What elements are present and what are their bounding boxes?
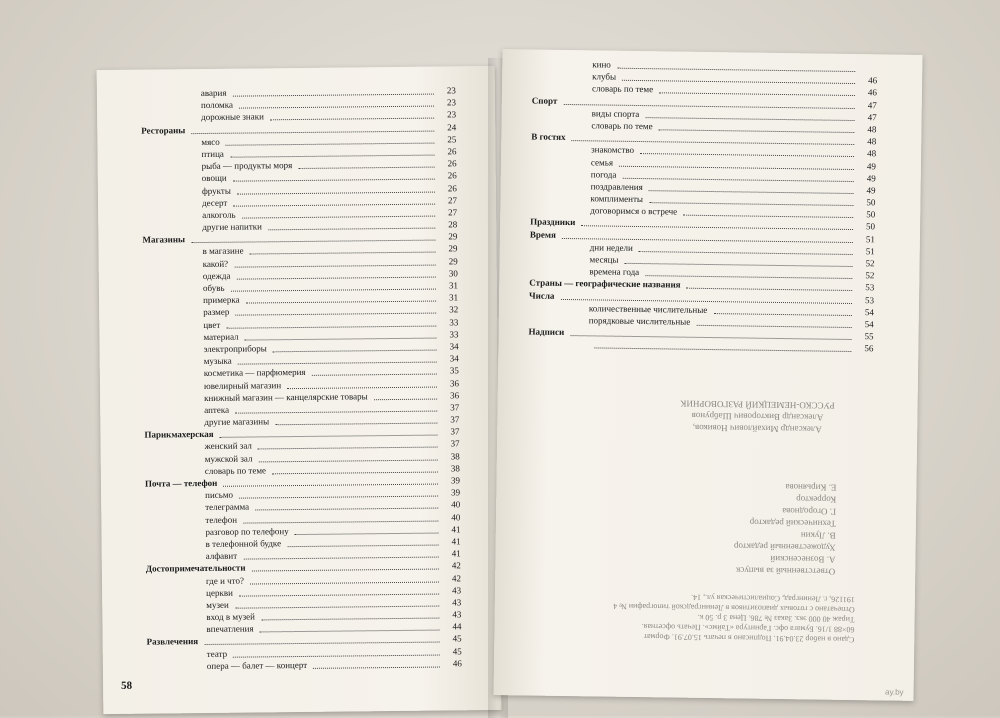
toc-page-number: 47 [857, 99, 877, 111]
toc-subsection-title: церкви [206, 586, 233, 598]
toc-subsection-title: косметика — парфюмерия [204, 366, 306, 379]
left-page [97, 66, 502, 714]
toc-subsection-title: десерт [202, 196, 227, 208]
toc-page-number: 50 [855, 220, 875, 232]
right-page [494, 49, 923, 701]
toc-leader-dots [275, 422, 437, 426]
toc-page-number: 36 [439, 389, 459, 401]
toc-page-number: 51 [855, 233, 875, 245]
toc-subsection-title: мясо [201, 136, 219, 148]
toc-page-number: 31 [438, 279, 458, 291]
toc-leader-dots [272, 470, 438, 474]
toc-subsection-title: книжный магазин — канцелярские товары [204, 390, 368, 404]
toc-subsection-title: музеи [206, 599, 229, 611]
imprint-line: А. Вознесенский [665, 551, 835, 565]
toc-page-number: 38 [440, 450, 460, 462]
toc-subsection-title: театр [207, 647, 227, 659]
toc-subsection-title: в магазине [202, 245, 243, 258]
toc-page-number: 51 [855, 245, 875, 257]
toc-page-number: 54 [854, 306, 874, 318]
toc-page-number: 33 [438, 328, 458, 340]
toc-leader-dots [235, 409, 437, 413]
toc-subsection-title: материал [203, 330, 238, 343]
toc-leader-dots [235, 312, 436, 316]
toc-page-number: 53 [854, 294, 874, 306]
toc-section-title: Страны — географические названия [529, 277, 680, 291]
toc-subsection-title: фрукты [202, 184, 231, 197]
toc-subsection-title: клубы [592, 71, 616, 84]
toc-section-title: В гостях [531, 131, 565, 144]
toc-subsection-title: поломка [201, 99, 233, 112]
imprint-line: Сдано в набор 23.04.91. Подписано в печать 15.07.91. Формат [534, 630, 854, 644]
toc-page-number: 39 [440, 487, 460, 499]
toc-page-number: 39 [440, 474, 460, 486]
toc-page-number: 32 [438, 304, 458, 316]
toc-page-number: 40 [440, 499, 460, 511]
toc-page-number: 37 [439, 413, 459, 425]
toc-page-number: 26 [436, 145, 456, 157]
toc-leader-dots [270, 117, 434, 121]
toc-subsection-title: цвет [203, 318, 220, 330]
toc-subsection-title: телеграмма [205, 501, 249, 514]
toc-page-number: 23 [436, 97, 456, 109]
toc-page-number: 23 [436, 84, 456, 96]
toc-page-number: 28 [437, 218, 457, 230]
toc-leader-dots [233, 93, 434, 97]
toc-subsection-title: алфавит [206, 550, 238, 563]
imprint-line: Е. Кирьянова [666, 479, 836, 493]
toc-leader-dots [273, 348, 437, 352]
toc-page-number: 48 [856, 147, 876, 159]
toc-page-number: 46 [857, 74, 877, 86]
toc-subsection-title: авария [201, 87, 227, 99]
toc-subsection-title: времена года [589, 266, 639, 279]
imprint-line: Александр Михайлович Новиков, [647, 421, 867, 436]
toc-leader-dots [295, 531, 439, 535]
toc-leader-dots [239, 105, 434, 109]
toc-subsection-title: погода [591, 168, 617, 181]
toc-page-number: 31 [438, 292, 458, 304]
toc-subsection-title: количественные числительные [589, 302, 708, 316]
toc-leader-dots [243, 556, 438, 560]
toc-page-number: 26 [437, 170, 457, 182]
toc-page-number: 34 [439, 352, 459, 364]
toc-page-number: 37 [439, 401, 459, 413]
toc-page-number: 24 [436, 121, 456, 133]
toc-leader-dots [298, 166, 434, 169]
open-booklet [90, 52, 940, 712]
toc-subsection-title: в телефонной будке [206, 537, 282, 550]
imprint-line: Корректор [666, 491, 836, 505]
toc-page-number: 26 [437, 157, 457, 169]
toc-subsection-title: письмо [205, 489, 233, 501]
toc-page-number: 35 [439, 365, 459, 377]
toc-page-number: 37 [440, 438, 460, 450]
toc-page-number: 48 [856, 135, 876, 147]
toc-subsection-title: разговор по телефону [205, 525, 288, 538]
toc-section-title: Время [530, 228, 556, 241]
toc-leader-dots [287, 543, 438, 547]
toc-subsection-title: какой? [203, 257, 229, 269]
toc-section-title: Достопримечательности [146, 562, 246, 575]
toc-leader-dots [237, 190, 435, 194]
toc-subsection-title: аптека [204, 404, 229, 416]
toc-subsection-title: обувь [203, 282, 225, 294]
imprint-line: Г. Огороднова [666, 503, 836, 517]
toc-leader-dots [242, 214, 435, 218]
toc-leader-dots [245, 336, 437, 340]
toc-page-number: 43 [441, 596, 461, 608]
toc-subsection-title: мужской зал [205, 452, 253, 465]
toc-leader-dots [374, 397, 437, 400]
toc-page-number: 48 [856, 123, 876, 135]
toc-page-number: 42 [441, 560, 461, 572]
toc-subsection-title: размер [203, 306, 229, 318]
toc-page-number: 41 [441, 535, 461, 547]
toc-page-number: 40 [440, 511, 460, 523]
imprint-line: Александр Викторович Шабрунов [647, 409, 867, 424]
toc-page-number: 29 [437, 231, 457, 243]
toc-leader-dots [313, 665, 440, 668]
toc-page-number: 52 [854, 269, 874, 281]
toc-page-number: 23 [436, 109, 456, 121]
toc-subsection-title: договоримся о встрече [590, 205, 677, 218]
toc-section-title: Парикмахерская [144, 428, 213, 441]
toc-page-number: 52 [854, 257, 874, 269]
imprint-staff [665, 479, 836, 577]
imprint-line: Отпечатано с готовых диапозитивов в Ленинградской типографии № 4 [535, 600, 855, 614]
toc-subsection-title: телефон [205, 513, 237, 526]
toc-page-number: 47 [857, 111, 877, 123]
toc-leader-dots [312, 373, 437, 376]
toc-leader-dots [258, 446, 438, 450]
toc-page-number: 53 [854, 281, 874, 293]
imprint-line: В. Лукин [666, 527, 836, 541]
toc-subsection-title: одежда [203, 270, 231, 282]
left-toc [141, 84, 462, 672]
toc-page-number: 54 [854, 318, 874, 330]
toc-page-number: 49 [856, 172, 876, 184]
toc-subsection-title: словарь по теме [592, 83, 653, 96]
toc-leader-dots [234, 263, 435, 267]
toc-page-number: 41 [441, 547, 461, 559]
toc-subsection-title: комплименты [590, 192, 643, 205]
toc-page-number: 50 [855, 196, 875, 208]
toc-section-title: Надписи [529, 326, 565, 339]
toc-page-number: 45 [442, 633, 462, 645]
toc-section-title: Развлечения [147, 636, 199, 649]
toc-page-number: 42 [441, 572, 461, 584]
watermark: ay.by [885, 688, 904, 697]
toc-page-number: 49 [856, 160, 876, 172]
toc-leader-dots [268, 227, 435, 231]
toc-leader-dots [260, 629, 440, 633]
toc-subsection-title: алкоголь [202, 209, 236, 222]
toc-subsection-title: женский зал [205, 440, 252, 453]
toc-subsection-title: словарь по теме [205, 464, 266, 477]
toc-page-number: 33 [438, 316, 458, 328]
toc-page-number: 49 [856, 184, 876, 196]
toc-leader-dots [243, 519, 438, 523]
imprint-line: 60×88 1/16. Бумага офс. Гарнитура «Таймс». Печать офсетная. [534, 620, 854, 634]
toc-page-number: 43 [441, 584, 461, 596]
toc-leader-dots [238, 361, 437, 365]
toc-page-number: 29 [438, 255, 458, 267]
toc-subsection-title: другие напитки [202, 220, 262, 233]
toc-page-number: 37 [439, 426, 459, 438]
toc-page-number: 30 [438, 267, 458, 279]
imprint-tech [534, 590, 855, 644]
toc-subsection-title: знакомство [591, 144, 634, 157]
toc-page-number: 44 [441, 621, 461, 633]
toc-section-title: Почта — телефон [145, 477, 217, 490]
toc-section-title: Праздники [530, 216, 575, 229]
toc-page-number: 41 [440, 523, 460, 535]
toc-subsection-title: впечатления [206, 623, 253, 636]
toc-subsection-title: дорожные знаки [201, 111, 264, 124]
toc-page-number: 27 [437, 194, 457, 206]
toc-leader-dots [255, 507, 438, 511]
toc-leader-dots [237, 275, 436, 279]
toc-leader-dots [246, 300, 436, 304]
toc-subsection-title: электроприборы [204, 342, 267, 355]
toc-page-number: 29 [437, 243, 457, 255]
toc-page-number: 45 [442, 645, 462, 657]
imprint-names [647, 397, 867, 436]
toc-page-number: 56 [853, 342, 873, 354]
toc-page-number: 25 [436, 133, 456, 145]
page-number: 58 [121, 680, 132, 692]
toc-page-number: 38 [440, 462, 460, 474]
toc-leader-dots [252, 568, 439, 572]
toc-subsection-title: семья [591, 156, 613, 169]
toc-subsection-title: опера — балет — концерт [207, 659, 307, 672]
toc-subsection-title: примерка [203, 294, 240, 307]
toc-subsection-title: овощи [202, 172, 227, 184]
toc-page-number: 46 [442, 657, 462, 669]
toc-section-title: Рестораны [141, 124, 185, 137]
toc-subsection-title: дни недели [590, 241, 633, 254]
toc-subsection-title: порядковые числительные [589, 314, 691, 328]
imprint-line: Тираж 40 000 экз. Заказ № 786. Цена 3 р. 50 к. [535, 610, 855, 624]
toc-leader-dots [250, 580, 439, 584]
toc-subsection-title: птица [201, 148, 224, 160]
toc-subsection-title: виды спорта [592, 107, 640, 120]
toc-leader-dots [261, 617, 439, 621]
toc-subsection-title: другие магазины [204, 415, 269, 428]
toc-page-number: 43 [441, 608, 461, 620]
toc-leader-dots [233, 202, 435, 206]
toc-leader-dots [594, 347, 851, 353]
toc-leader-dots [259, 458, 438, 462]
imprint-line: Художественный редактор [666, 539, 836, 553]
toc-section-title: Магазины [142, 233, 185, 246]
imprint-line: Ответственный за выпуск [665, 563, 835, 577]
toc-subsection-title: музыка [204, 355, 232, 367]
toc-subsection-title: месяцы [590, 253, 619, 266]
toc-subsection-title: поздравления [591, 180, 643, 193]
toc-page-number: 26 [437, 182, 457, 194]
toc-section-title: Числа [529, 289, 555, 302]
toc-leader-dots [287, 385, 437, 389]
toc-subsection-title: кино [592, 58, 611, 70]
toc-subsection-title: где и что? [206, 574, 244, 587]
toc-subsection-title: словарь по теме [591, 119, 652, 132]
toc-page-number: 55 [853, 330, 873, 342]
toc-leader-dots [239, 592, 439, 596]
toc-subsection-title: ювелирный магазин [204, 379, 281, 392]
toc-section-title: Спорт [532, 94, 558, 107]
imprint-line: РУССКО-НЕМЕЦКИЙ РАЗГОВОРНИК [648, 397, 868, 412]
toc-page-number: 50 [855, 208, 875, 220]
imprint-line: Технический редактор [666, 515, 836, 529]
toc-subsection-title: вход в музей [206, 611, 255, 624]
right-toc [528, 58, 877, 355]
toc-leader-dots [250, 251, 436, 255]
toc-leader-dots [713, 312, 851, 316]
toc-page-number: 46 [857, 86, 877, 98]
toc-page-number: 34 [438, 340, 458, 352]
toc-entry [147, 657, 462, 672]
toc-leader-dots [239, 495, 438, 499]
imprint-line: 191126, г. Ленинград, Социалистическая ул., 14. [535, 590, 855, 604]
toc-page-number: 27 [437, 206, 457, 218]
toc-subsection-title: рыба — продукты моря [202, 159, 293, 172]
toc-page-number: 36 [439, 377, 459, 389]
